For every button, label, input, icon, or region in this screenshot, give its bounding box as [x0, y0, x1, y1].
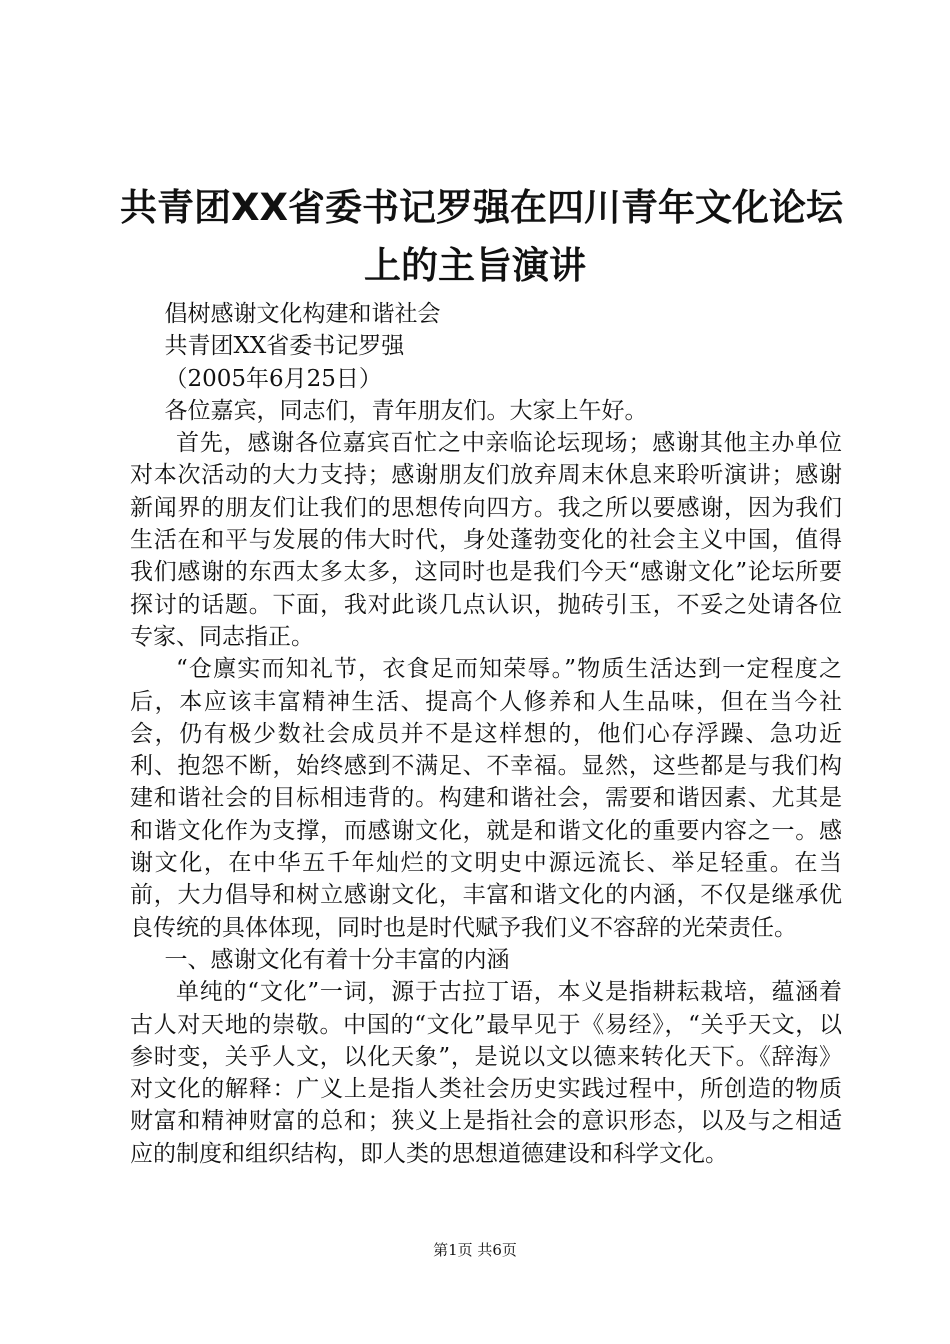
speech-author: 共青团XX省委书记罗强	[164, 333, 405, 360]
section-heading: 一、感谢文化有着十分丰富的内涵	[164, 946, 510, 973]
document-body	[130, 298, 842, 1170]
body-paragraph: “仓廪实而知礼节，衣食足而知荣辱。”物质生活达到一定程度之后，本应该丰富精神生活、提高个人修养和人生品味，但在当今社会，仍有极少数社会成员并不是这样想的，他们心存浮躁、急功近利、抱怨不断，始终感到不满足、不幸福。显然，这些都是与我们构建和谐社会的目标相违背的。构建和谐社会，需要和谐因素、尤其是和谐文化作为支撑，而感谢文化，就是和谐文化的重要内容之一。感谢文化，在中华五千年灿烂的文明史中源远流长、举足轻重。在当前，大力倡导和树立感谢文化，丰富和谐文化的内涵，不仅是继承优良传统的具体体现，同时也是时代赋予我们义不容辞的光荣责任。	[130, 656, 842, 941]
page-footer: 第1页 共6页	[433, 1241, 517, 1259]
speech-subtitle: 倡树感谢文化构建和谐社会	[164, 301, 441, 327]
document-title-line-1: 共青团XX省委书记罗强在四川青年文化论坛	[120, 186, 844, 229]
speech-date: （2005年6月25日）	[164, 365, 382, 392]
document-title-line-2: 上的主旨演讲	[364, 244, 586, 287]
body-paragraph: 首先，感谢各位嘉宾百忙之中亲临论坛现场；感谢其他主办单位对本次活动的大力支持；感谢朋友们放弃周末休息来聆听演讲；感谢新闻界的朋友们让我们的思想传向四方。我之所以要感谢，因为我们生活在和平与发展的伟大时代，身处蓬勃变化的社会主义中国，值得我们感谢的东西太多太多，这同时也是我们今天“感谢文化”论坛所要探讨的话题。下面，我对此谈几点认识，抛砖引玉，不妥之处请各位专家、同志指正。	[130, 430, 842, 650]
speech-greeting: 各位嘉宾，同志们，青年朋友们。大家上午好。	[164, 397, 648, 424]
section-paragraph: 单纯的“文化”一词，源于古拉丁语，本义是指耕耘栽培，蕴涵着古人对天地的崇敬。中国的“文化”最早见于《易经》，“关乎天文，以参时变，关乎人文，以化天象”，是说以文以德来转化天下。《辞海》对文化的解释：广义上是指人类社会历史实践过程中，所创造的物质财富和精神财富的总和；狭义上是指社会的意识形态，以及与之相适应的制度和组织结构，即人类的思想道德建设和科学文化。	[130, 979, 842, 1167]
